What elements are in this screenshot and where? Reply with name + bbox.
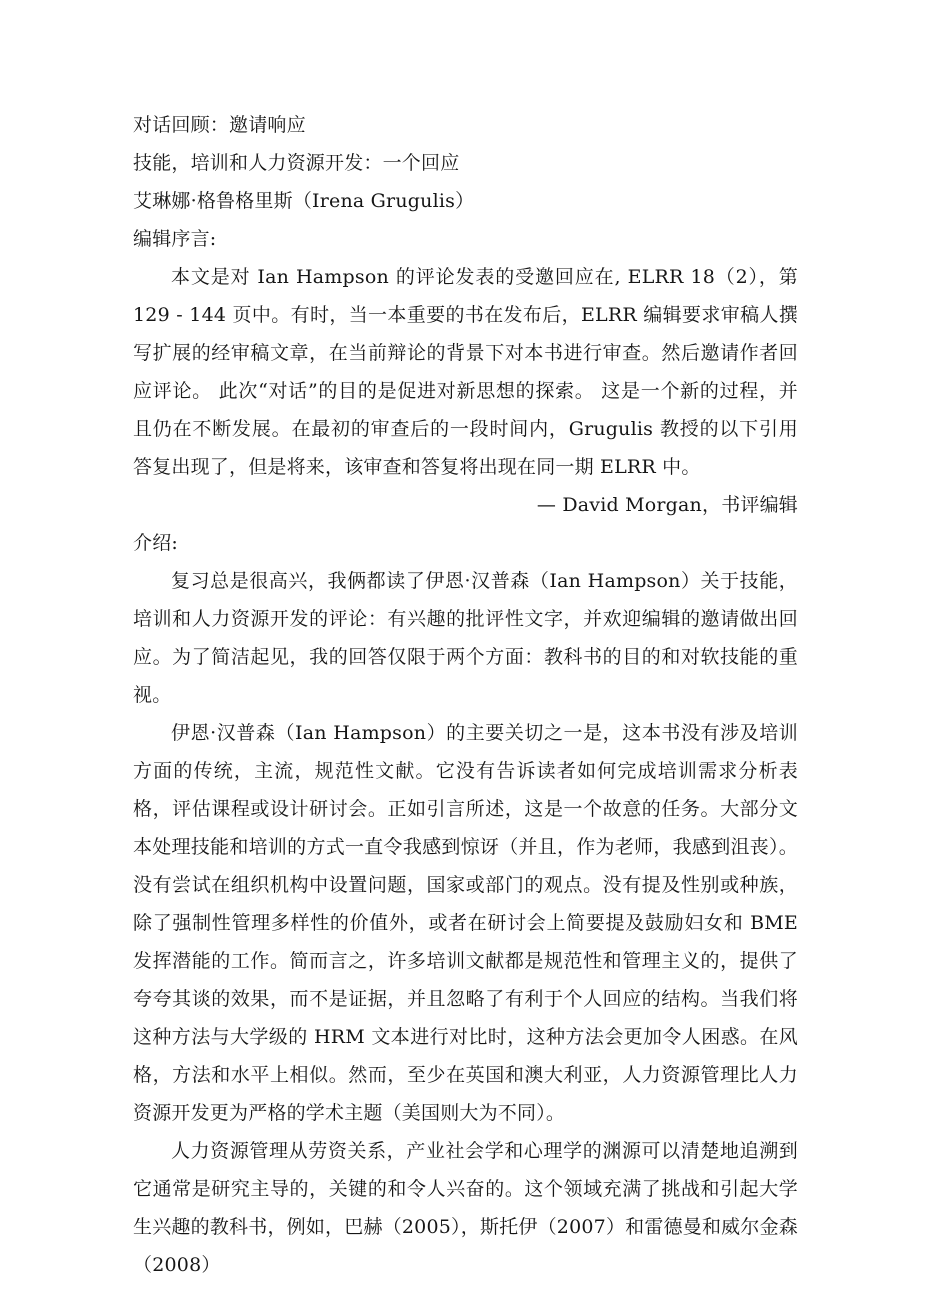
author-line: 艾琳娜·格鲁格里斯（Irena Grugulis） [133,190,475,212]
intro-paragraph-1: 复习总是很高兴，我俩都读了伊恩·汉普森（Ian Hampson）关于技能，培训和人力资源开发的评论：有兴趣的批评性文字，并欢迎编辑的邀请做出回应。为了简洁起见，我的回答仅限于两个方面：教科书的目的和对软技能的重视。 [133,570,798,706]
page-subtitle: 技能，培训和人力资源开发：一个回应 [133,152,460,174]
intro-paragraph-3: 人力资源管理从劳资关系，产业社会学和心理学的渊源可以清楚地追溯到它通常是研究主导的，关键的和令人兴奋的。这个领域充满了挑战和引起大学生兴趣的教科书，例如，巴赫（2005），斯托伊（2007）和雷德曼和威尔金森（2008） [133,1140,798,1276]
page-title: 对话回顾：邀请响应 [133,114,306,136]
editor-preface-label: 编辑序言: [133,228,217,250]
document-content [133,106,798,1284]
editor-preface-paragraph: 本文是对 Ian Hampson 的评论发表的受邀回应在, ELRR 18（2），第 129 - 144 页中。有时，当一本重要的书在发布后，ELRR 编辑要求审稿人撰写扩展的经审稿文章，在当前辩论的背景下对本书进行审查。然后邀请作者回应评论。 此次“对话”的目的是促进对新思想的探索。 这是一个新的过程，并且仍在不断发展。在最初的审查后的一段时间内，Grugulis 教授的以下引用答复出现了，但是将来，该审查和答复将出现在同一期 ELRR 中。 [133,266,798,478]
introduction-label: 介绍: [133,532,179,554]
signature-line: — David Morgan，书评编辑 [536,494,798,516]
intro-paragraph-2: 伊恩·汉普森（Ian Hampson）的主要关切之一是，这本书没有涉及培训方面的传统，主流，规范性文献。它没有告诉读者如何完成培训需求分析表格，评估课程或设计研讨会。正如引言所述，这是一个故意的任务。大部分文本处理技能和培训的方式一直令我感到惊讶（并且，作为老师，我感到沮丧）。没有尝试在组织机构中设置问题，国家或部门的观点。没有提及性别或种族，除了强制性管理多样性的价值外，或者在研讨会上简要提及鼓励妇女和 BME 发挥潜能的工作。简而言之，许多培训文献都是规范性和管理主义的，提供了夸夸其谈的效果，而不是证据，并且忽略了有利于个人回应的结构。当我们将这种方法与大学级的 HRM 文本进行对比时，这种方法会更加令人困惑。在风格，方法和水平上相似。然而，至少在英国和澳大利亚，人力资源管理比人力资源开发更为严格的学术主题（美国则大为不同）。 [133,722,798,1124]
